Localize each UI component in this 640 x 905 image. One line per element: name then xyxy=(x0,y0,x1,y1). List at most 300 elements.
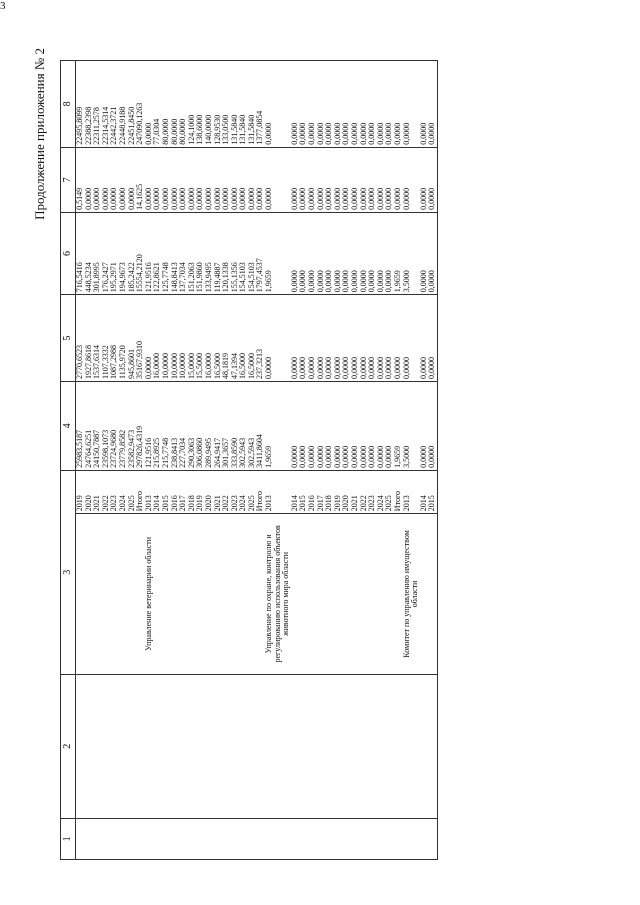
table-cell-c2 xyxy=(171,674,180,818)
table-cell-c4: 2013 xyxy=(403,470,420,513)
table-cell-c5: 302,5943 xyxy=(248,381,257,470)
table-cell-c1 xyxy=(231,818,240,859)
table-cell-c3 xyxy=(231,514,240,674)
table-cell-c8: 0,0000 xyxy=(110,147,119,212)
table-cell-c9: 0,0000 xyxy=(368,61,377,148)
table-cell-c3 xyxy=(153,514,162,674)
table-cell-c8: 0,0000 xyxy=(162,147,171,212)
table-cell-c4: 2016 xyxy=(308,470,317,513)
table-row xyxy=(403,61,420,860)
table-cell-c3 xyxy=(196,514,205,674)
table-cell-c7: 194,9673 xyxy=(119,212,128,294)
table-cell-c6: 0,0000 xyxy=(420,295,429,382)
table-cell-c4: 2022 xyxy=(102,470,111,513)
table-cell-c3 xyxy=(239,514,248,674)
table-cell-c4: 2015 xyxy=(299,470,308,513)
table-cell-c4: 2014 xyxy=(291,470,300,513)
budget-table xyxy=(60,60,438,860)
table-cell-c1 xyxy=(420,818,429,859)
table-cell-c8: 0,0000 xyxy=(231,147,240,212)
table-cell-c9: 0,0000 xyxy=(145,61,154,148)
table-cell-c2 xyxy=(196,674,205,818)
table-cell-c3 xyxy=(179,514,188,674)
table-cell-c7: 301,8995 xyxy=(93,212,102,294)
table-cell-c8: 0,0000 xyxy=(308,147,317,212)
table-cell-c1 xyxy=(188,818,197,859)
table-cell-c6: 0,0000 xyxy=(394,295,403,382)
table-cell-c7: 0,0000 xyxy=(360,212,369,294)
table-cell-c6: 1537,6314 xyxy=(93,295,102,382)
table-cell-c8: 0,0000 xyxy=(325,147,334,212)
table-cell-c5: 0,0000 xyxy=(308,381,317,470)
table-cell-c8: 0,0000 xyxy=(85,147,94,212)
table-cell-c3 xyxy=(162,514,171,674)
table-cell-c7: 121,9516 xyxy=(145,212,154,294)
table-cell-c2 xyxy=(214,674,223,818)
table-cell-c9: 0,0000 xyxy=(291,61,300,148)
table-cell-c5: 0,0000 xyxy=(334,381,343,470)
table-cell-c2 xyxy=(119,674,128,818)
table-cell-c7: 0,0000 xyxy=(420,212,429,294)
table-cell-c6: 237,3213 xyxy=(256,295,265,382)
table-cell-c9: 0,0000 xyxy=(308,61,317,148)
table-cell-c2 xyxy=(76,674,85,818)
table-cell-c5: 306,0860 xyxy=(196,381,205,470)
table-cell-c8: 0,0000 xyxy=(102,147,111,212)
table-cell-c2 xyxy=(222,674,231,818)
table-cell-c1 xyxy=(196,818,205,859)
table-cell-c6: 0,0000 xyxy=(428,295,437,382)
table-cell-c3 xyxy=(171,514,180,674)
table-cell-c9: 0,0000 xyxy=(317,61,326,148)
table-cell-c9: 0,0000 xyxy=(265,61,291,148)
table-cell-c5: 0,0000 xyxy=(420,381,429,470)
table-cell-c2 xyxy=(385,674,394,818)
table-cell-c1 xyxy=(351,818,360,859)
table-cell-c8: 0,0000 xyxy=(196,147,205,212)
table-cell-c7: 137,7034 xyxy=(179,212,188,294)
table-cell-c1 xyxy=(145,818,154,859)
table-cell-c1 xyxy=(377,818,386,859)
table-cell-c8: 0,0000 xyxy=(385,147,394,212)
table-cell-c2 xyxy=(162,674,171,818)
table-cell-c6: 1087,2988 xyxy=(110,295,119,382)
table-cell-c5: 0,0000 xyxy=(317,381,326,470)
table-cell-c1 xyxy=(76,818,85,859)
table-cell-c7: 1797,4537 xyxy=(256,212,265,294)
table-cell-c6: 0,0000 xyxy=(360,295,369,382)
table-cell-c5: 302,5943 xyxy=(239,381,248,470)
table-cell-c4: 2013 xyxy=(145,470,154,513)
table-cell-c8: 0,0000 xyxy=(265,147,291,212)
table-cell-c1 xyxy=(162,818,171,859)
table-cell-c3 xyxy=(308,514,317,674)
table-cell-c5: 23779,8582 xyxy=(119,381,128,470)
table-cell-c9: 0,0000 xyxy=(385,61,394,148)
table-cell-c7: 0,0000 xyxy=(291,212,300,294)
table-cell-c1 xyxy=(428,818,437,859)
table-cell-c2 xyxy=(317,674,326,818)
table-cell-c9: 138,6000 xyxy=(196,61,205,148)
table-cell-c2 xyxy=(299,674,308,818)
table-cell-c7: 151,2063 xyxy=(188,212,197,294)
table-cell-c8: 0,0000 xyxy=(145,147,154,212)
table-cell-c4: Итого xyxy=(394,470,403,513)
table-cell-c5: 0,0000 xyxy=(360,381,369,470)
table-cell-c4: 2022 xyxy=(360,470,369,513)
table-cell-c4: 2019 xyxy=(196,470,205,513)
table-cell-c2 xyxy=(360,674,369,818)
table-cell-c6: 15,0000 xyxy=(188,295,197,382)
table-cell-c6: 0,0000 xyxy=(265,295,291,382)
table-cell-c4: 2023 xyxy=(110,470,119,513)
table-cell-c4: 2019 xyxy=(76,470,85,513)
table-cell-c1 xyxy=(291,818,300,859)
table-cell-c4: 2015 xyxy=(428,470,437,513)
table-cell-c2 xyxy=(351,674,360,818)
table-cell-c2 xyxy=(102,674,111,818)
table-cell-c9: 131,5840 xyxy=(239,61,248,148)
table-cell-c9: 131,5840 xyxy=(231,61,240,148)
table-cell-c9: 22314,5314 xyxy=(102,61,111,148)
table-cell-c7: 151,9860 xyxy=(196,212,205,294)
table-cell-c8: 0,0000 xyxy=(334,147,343,212)
table-cell-c9: 128,9530 xyxy=(214,61,223,148)
table-cell-c3 xyxy=(420,514,429,674)
table-cell-c1 xyxy=(368,818,377,859)
rotated-page xyxy=(20,22,620,872)
table-cell-c5: 297826,4319 xyxy=(136,381,145,470)
header-row xyxy=(61,61,76,860)
table-cell-c4: 2017 xyxy=(179,470,188,513)
table-cell-c5: 215,8925 xyxy=(153,381,162,470)
table-cell-c5: 1,9659 xyxy=(265,381,291,470)
table-cell-c8: 0,0000 xyxy=(342,147,351,212)
table-cell-c2 xyxy=(342,674,351,818)
table-cell-c7: 154,5103 xyxy=(239,212,248,294)
table-cell-c2 xyxy=(179,674,188,818)
table-cell-c1 xyxy=(171,818,180,859)
table-cell-c4: 2025 xyxy=(248,470,257,513)
table-cell-c6: 2770,6523 xyxy=(76,295,85,382)
table-cell-c6: 0,0000 xyxy=(385,295,394,382)
table-cell-c2 xyxy=(145,674,154,818)
table-cell-c8: 0,0000 xyxy=(420,147,429,212)
table-cell-c6: 1107,3332 xyxy=(102,295,111,382)
table-cell-c4: 2025 xyxy=(385,470,394,513)
table-cell-c3 xyxy=(291,514,300,674)
table-cell-c3 xyxy=(128,514,137,674)
table-cell-c5: 1,9659 xyxy=(394,381,403,470)
table-cell-c9: 0,0000 xyxy=(428,61,437,148)
table-cell-c7: 1,9659 xyxy=(394,212,403,294)
table-cell-c6: 16,5000 xyxy=(214,295,223,382)
table-cell-c3: Управление ветеринарии области xyxy=(145,514,154,674)
table-cell-c5: 290,3063 xyxy=(188,381,197,470)
table-cell-c4: 2024 xyxy=(377,470,386,513)
table-cell-c5: 0,0000 xyxy=(299,381,308,470)
column-header: 6 xyxy=(61,212,76,294)
table-cell-c6: 47,1394 xyxy=(231,295,240,382)
table-cell-c2 xyxy=(153,674,162,818)
table-cell-c6: 0,0000 xyxy=(351,295,360,382)
table-cell-c4: 2024 xyxy=(119,470,128,513)
table-cell-c1 xyxy=(222,818,231,859)
table-cell-c3 xyxy=(188,514,197,674)
table-cell-c1 xyxy=(205,818,214,859)
table-cell-c2 xyxy=(325,674,334,818)
table-cell-c9: 80,0000 xyxy=(171,61,180,148)
table-cell-c8: 0,0000 xyxy=(317,147,326,212)
table-cell-c7: 148,8413 xyxy=(171,212,180,294)
table-cell-c4: 2020 xyxy=(85,470,94,513)
table-cell-c3 xyxy=(93,514,102,674)
table-cell-c2 xyxy=(420,674,429,818)
table-cell-c6: 0,0000 xyxy=(342,295,351,382)
table-cell-c7: 0,0000 xyxy=(325,212,334,294)
table-cell-c4: 2022 xyxy=(222,470,231,513)
table-cell-c2 xyxy=(394,674,403,818)
table-cell-c8: 0,0000 xyxy=(171,147,180,212)
table-cell-c8: 0,0000 xyxy=(403,147,420,212)
table-cell-c3 xyxy=(85,514,94,674)
table-cell-c1 xyxy=(256,818,265,859)
table-cell-c2 xyxy=(128,674,137,818)
table-cell-c4: 2014 xyxy=(153,470,162,513)
table-cell-c6: 0,0000 xyxy=(291,295,300,382)
table-cell-c6: 0,0000 xyxy=(299,295,308,382)
table-cell-c7: 0,0000 xyxy=(385,212,394,294)
table-cell-c2 xyxy=(308,674,317,818)
table-cell-c9: 0,0000 xyxy=(325,61,334,148)
table-cell-c4: 2025 xyxy=(128,470,137,513)
table-cell-c4: 2023 xyxy=(231,470,240,513)
column-header: 2 xyxy=(61,674,76,818)
table-cell-c5: 238,8413 xyxy=(171,381,180,470)
table-cell-c4: 2020 xyxy=(205,470,214,513)
table-cell-c7: 176,2427 xyxy=(102,212,111,294)
table-cell-c5: 23598,1073 xyxy=(102,381,111,470)
table-cell-c7: 0,0000 xyxy=(377,212,386,294)
table-cell-c3 xyxy=(334,514,343,674)
table-cell-c3 xyxy=(248,514,257,674)
table-cell-c1 xyxy=(128,818,137,859)
table-cell-c6: 35167,9310 xyxy=(136,295,145,382)
table-cell-c5: 24150,7887 xyxy=(93,381,102,470)
table-cell-c7: 154,5103 xyxy=(248,212,257,294)
table-cell-c9: 22311,2578 xyxy=(93,61,102,148)
table-cell-c2 xyxy=(85,674,94,818)
table-cell-c8: 0,0000 xyxy=(368,147,377,212)
table-cell-c5: 289,9495 xyxy=(205,381,214,470)
table-cell-c3 xyxy=(377,514,386,674)
table-cell-c6: 16,0000 xyxy=(153,295,162,382)
table-cell-c4: 2020 xyxy=(342,470,351,513)
table-cell-c5: 23582,9473 xyxy=(128,381,137,470)
table-cell-c9: 0,0000 xyxy=(351,61,360,148)
table-cell-c6: 10,0000 xyxy=(171,295,180,382)
table-cell-c4: 2017 xyxy=(317,470,326,513)
table-cell-c5: 0,0000 xyxy=(325,381,334,470)
table-cell-c4: 2021 xyxy=(351,470,360,513)
column-header: 3 xyxy=(61,470,76,674)
table-cell-c8: 0,0000 xyxy=(214,147,223,212)
table-cell-c2 xyxy=(428,674,437,818)
table-cell-c8: 0,0000 xyxy=(179,147,188,212)
table-cell-c7: 0,0000 xyxy=(317,212,326,294)
table-cell-c3: Управление по охране, контролю и регулированию использования объектов животного мира области xyxy=(265,514,291,674)
table-cell-c1 xyxy=(403,818,420,859)
table-cell-c1 xyxy=(394,818,403,859)
table-cell-c9: 80,0000 xyxy=(162,61,171,148)
table-cell-c1 xyxy=(299,818,308,859)
table-cell-c7: 3,5000 xyxy=(403,212,420,294)
table-cell-c1 xyxy=(102,818,111,859)
table-cell-c1 xyxy=(110,818,119,859)
table-cell-c6: 0,0000 xyxy=(308,295,317,382)
table-cell-c9: 22442,3721 xyxy=(110,61,119,148)
table-cell-c2 xyxy=(265,674,291,818)
table-cell-c3 xyxy=(102,514,111,674)
table-cell-c8: 0,0000 xyxy=(291,147,300,212)
table-cell-c1 xyxy=(153,818,162,859)
column-header: 5 xyxy=(61,295,76,382)
table-cell-c8: 0,0000 xyxy=(188,147,197,212)
table-cell-c5: 0,0000 xyxy=(385,381,394,470)
table-cell-c8: 0,0000 xyxy=(153,147,162,212)
table-cell-c2 xyxy=(291,674,300,818)
table-cell-c2 xyxy=(205,674,214,818)
table-cell-c8: 0,0000 xyxy=(239,147,248,212)
table-cell-c4: 2021 xyxy=(93,470,102,513)
table-cell-c8: 0,0000 xyxy=(248,147,257,212)
table-cell-c8: 0,0000 xyxy=(93,147,102,212)
table-cell-c6: 16,5000 xyxy=(248,295,257,382)
table-cell-c4: 2023 xyxy=(368,470,377,513)
table-cell-c5: 227,7034 xyxy=(179,381,188,470)
table-cell-c1 xyxy=(93,818,102,859)
table-cell-c2 xyxy=(93,674,102,818)
table-cell-c6: 16,5000 xyxy=(239,295,248,382)
table-cell-c6: 0,0000 xyxy=(403,295,420,382)
table-cell-c2 xyxy=(256,674,265,818)
table-cell-c8: 0,0000 xyxy=(377,147,386,212)
table-cell-c5: 215,7748 xyxy=(162,381,171,470)
table-cell-c9: 0,0000 xyxy=(334,61,343,148)
table-cell-c9: 0,0000 xyxy=(360,61,369,148)
table-cell-c9: 77,0304 xyxy=(153,61,162,148)
table-cell-c6: 10,0000 xyxy=(162,295,171,382)
table-cell-c4: 2014 xyxy=(420,470,429,513)
table-row xyxy=(265,61,291,860)
table-cell-c7: 195,2971 xyxy=(110,212,119,294)
table-cell-c8: 0,5149 xyxy=(76,147,85,212)
table-cell-c6: 10,0000 xyxy=(179,295,188,382)
table-cell-c6: 0,0000 xyxy=(317,295,326,382)
table-cell-c5: 0,0000 xyxy=(377,381,386,470)
table-cell-c3 xyxy=(428,514,437,674)
table-cell-c3 xyxy=(299,514,308,674)
table-cell-c3 xyxy=(205,514,214,674)
table-cell-c8: 0,0000 xyxy=(119,147,128,212)
table-cell-c3 xyxy=(119,514,128,674)
table-cell-c4: 2019 xyxy=(334,470,343,513)
table-cell-c3 xyxy=(360,514,369,674)
table-cell-c9: 22388,2398 xyxy=(85,61,94,148)
table-cell-c3 xyxy=(342,514,351,674)
table-cell-c9: 0,0000 xyxy=(420,61,429,148)
table-cell-c9: 131,5840 xyxy=(248,61,257,148)
table-cell-c4: Итого xyxy=(256,470,265,513)
table-cell-c2 xyxy=(248,674,257,818)
table-cell-c7: 0,0000 xyxy=(308,212,317,294)
table-cell-c4: 2013 xyxy=(265,470,291,513)
table-cell-c9: 0,0000 xyxy=(342,61,351,148)
table-cell-c2 xyxy=(239,674,248,818)
table-cell-c6: 945,8601 xyxy=(128,295,137,382)
table-cell-c9: 22448,9188 xyxy=(119,61,128,148)
table-cell-c6: 16,0000 xyxy=(205,295,214,382)
table-cell-c8: 0,0000 xyxy=(428,147,437,212)
column-header: 7 xyxy=(61,147,76,212)
table-cell-c8: 0,0000 xyxy=(360,147,369,212)
column-header: 8 xyxy=(61,61,76,148)
table-cell-c1 xyxy=(265,818,291,859)
table-cell-c7: 0,0000 xyxy=(342,212,351,294)
table-cell-c4: Итого xyxy=(136,470,145,513)
page-number: 3 xyxy=(0,0,6,12)
table-cell-c2 xyxy=(231,674,240,818)
table-body xyxy=(76,61,438,860)
table-cell-c5: 23724,9680 xyxy=(110,381,119,470)
table-cell-c6: 0,0000 xyxy=(334,295,343,382)
table-cell-c7: 0,0000 xyxy=(368,212,377,294)
table-cell-c9: 0,0000 xyxy=(377,61,386,148)
table-cell-c8: 0,0000 xyxy=(351,147,360,212)
table-cell-c1 xyxy=(179,818,188,859)
table-cell-c7: 15554,2120 xyxy=(136,212,145,294)
table-cell-c3 xyxy=(368,514,377,674)
column-header: 1 xyxy=(61,818,76,859)
table-cell-c5: 0,0000 xyxy=(428,381,437,470)
table-cell-c3 xyxy=(317,514,326,674)
table-cell-c9: 22451,8450 xyxy=(128,61,137,148)
table-cell-c6: 48,1819 xyxy=(222,295,231,382)
table-cell-c5: 0,0000 xyxy=(368,381,377,470)
table-cell-c3 xyxy=(385,514,394,674)
table-cell-c4: 2018 xyxy=(325,470,334,513)
table-cell-c6: 0,0000 xyxy=(325,295,334,382)
appendix-caption: Продолжение приложения № 2 xyxy=(32,48,47,220)
table-cell-c8: 0,0000 xyxy=(128,147,137,212)
table-cell-c1 xyxy=(385,818,394,859)
table-cell-c5: 0,0000 xyxy=(351,381,360,470)
table-cell-c5: 333,8590 xyxy=(231,381,240,470)
table-cell-c7: 122,8621 xyxy=(153,212,162,294)
table-cell-c3: Комитет по управлению имуществом области xyxy=(403,514,420,674)
table-cell-c1 xyxy=(119,818,128,859)
table-row xyxy=(428,61,437,860)
table-cell-c1 xyxy=(136,818,145,859)
table-cell-c1 xyxy=(248,818,257,859)
table-cell-c7: 0,0000 xyxy=(428,212,437,294)
table-cell-c9: 133,0500 xyxy=(222,61,231,148)
table-cell-c7: 125,7748 xyxy=(162,212,171,294)
table-cell-c1 xyxy=(325,818,334,859)
table-cell-c2 xyxy=(110,674,119,818)
table-cell-c4: 2015 xyxy=(162,470,171,513)
table-cell-c3 xyxy=(110,514,119,674)
